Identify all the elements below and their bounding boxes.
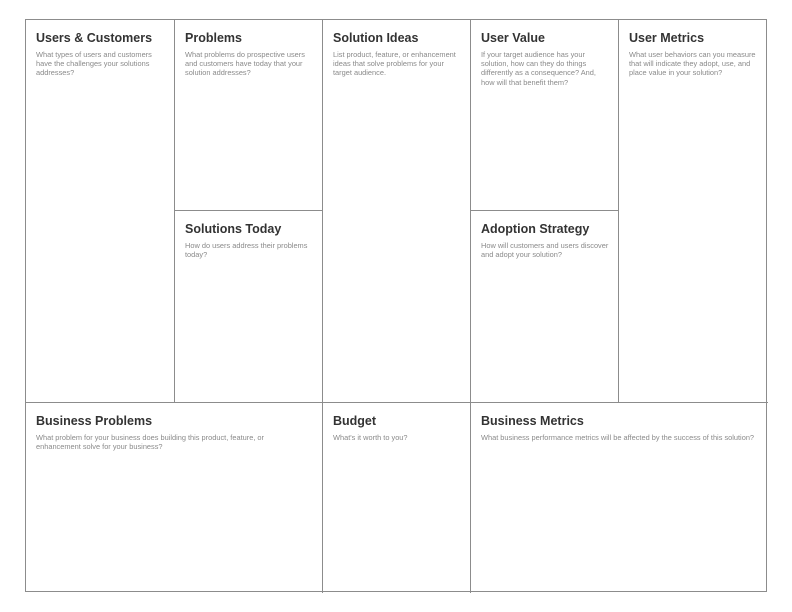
user-metrics-section[interactable] bbox=[619, 20, 767, 402]
section-description: What business performance metrics will be affected by the success of this solution? bbox=[481, 433, 755, 442]
section-title: Problems bbox=[185, 31, 242, 45]
section-title: Business Problems bbox=[36, 414, 153, 428]
section-title: Solutions Today bbox=[185, 222, 282, 236]
section-description: What problems do prospective users and customers have today that your solution addresses? bbox=[185, 50, 305, 78]
section-title: User Metrics bbox=[629, 31, 705, 45]
budget-section[interactable] bbox=[323, 403, 470, 592]
section-description: List product, feature, or enhancement ideas that solve problems for your target audience. bbox=[333, 50, 456, 78]
section-description: What's it worth to you? bbox=[333, 433, 408, 442]
section-description: What problem for your business does building this product, feature, or enhancement solve for your business? bbox=[36, 433, 264, 452]
section-title: Solution Ideas bbox=[333, 31, 419, 45]
solutions-today-section[interactable] bbox=[175, 211, 322, 402]
section-title: Adoption Strategy bbox=[481, 222, 590, 236]
section-title: User Value bbox=[481, 31, 545, 45]
adoption-strategy-section[interactable] bbox=[471, 211, 618, 402]
business-problems-section[interactable] bbox=[26, 403, 322, 592]
section-title: Users & Customers bbox=[36, 31, 153, 45]
section-description: If your target audience has your solution, how can they do things differently as a consequence? And, how will that benefit them? bbox=[481, 50, 596, 87]
users-customers-section[interactable] bbox=[26, 20, 174, 402]
section-title: Budget bbox=[333, 414, 377, 428]
user-value-section[interactable] bbox=[471, 20, 618, 210]
section-title: Business Metrics bbox=[481, 414, 584, 428]
business-metrics-section[interactable] bbox=[471, 403, 767, 592]
section-description: What user behaviors can you measure that will indicate they adopt, use, and place value in your solution? bbox=[629, 50, 756, 78]
opportunity-canvas bbox=[25, 19, 767, 592]
section-description: How will customers and users discover and adopt your solution? bbox=[481, 241, 609, 260]
solution-ideas-section[interactable] bbox=[323, 20, 470, 402]
section-description: What types of users and customers have the challenges your solutions addresses? bbox=[36, 50, 152, 78]
section-description: How do users address their problems today? bbox=[185, 241, 308, 260]
problems-section[interactable] bbox=[175, 20, 322, 210]
